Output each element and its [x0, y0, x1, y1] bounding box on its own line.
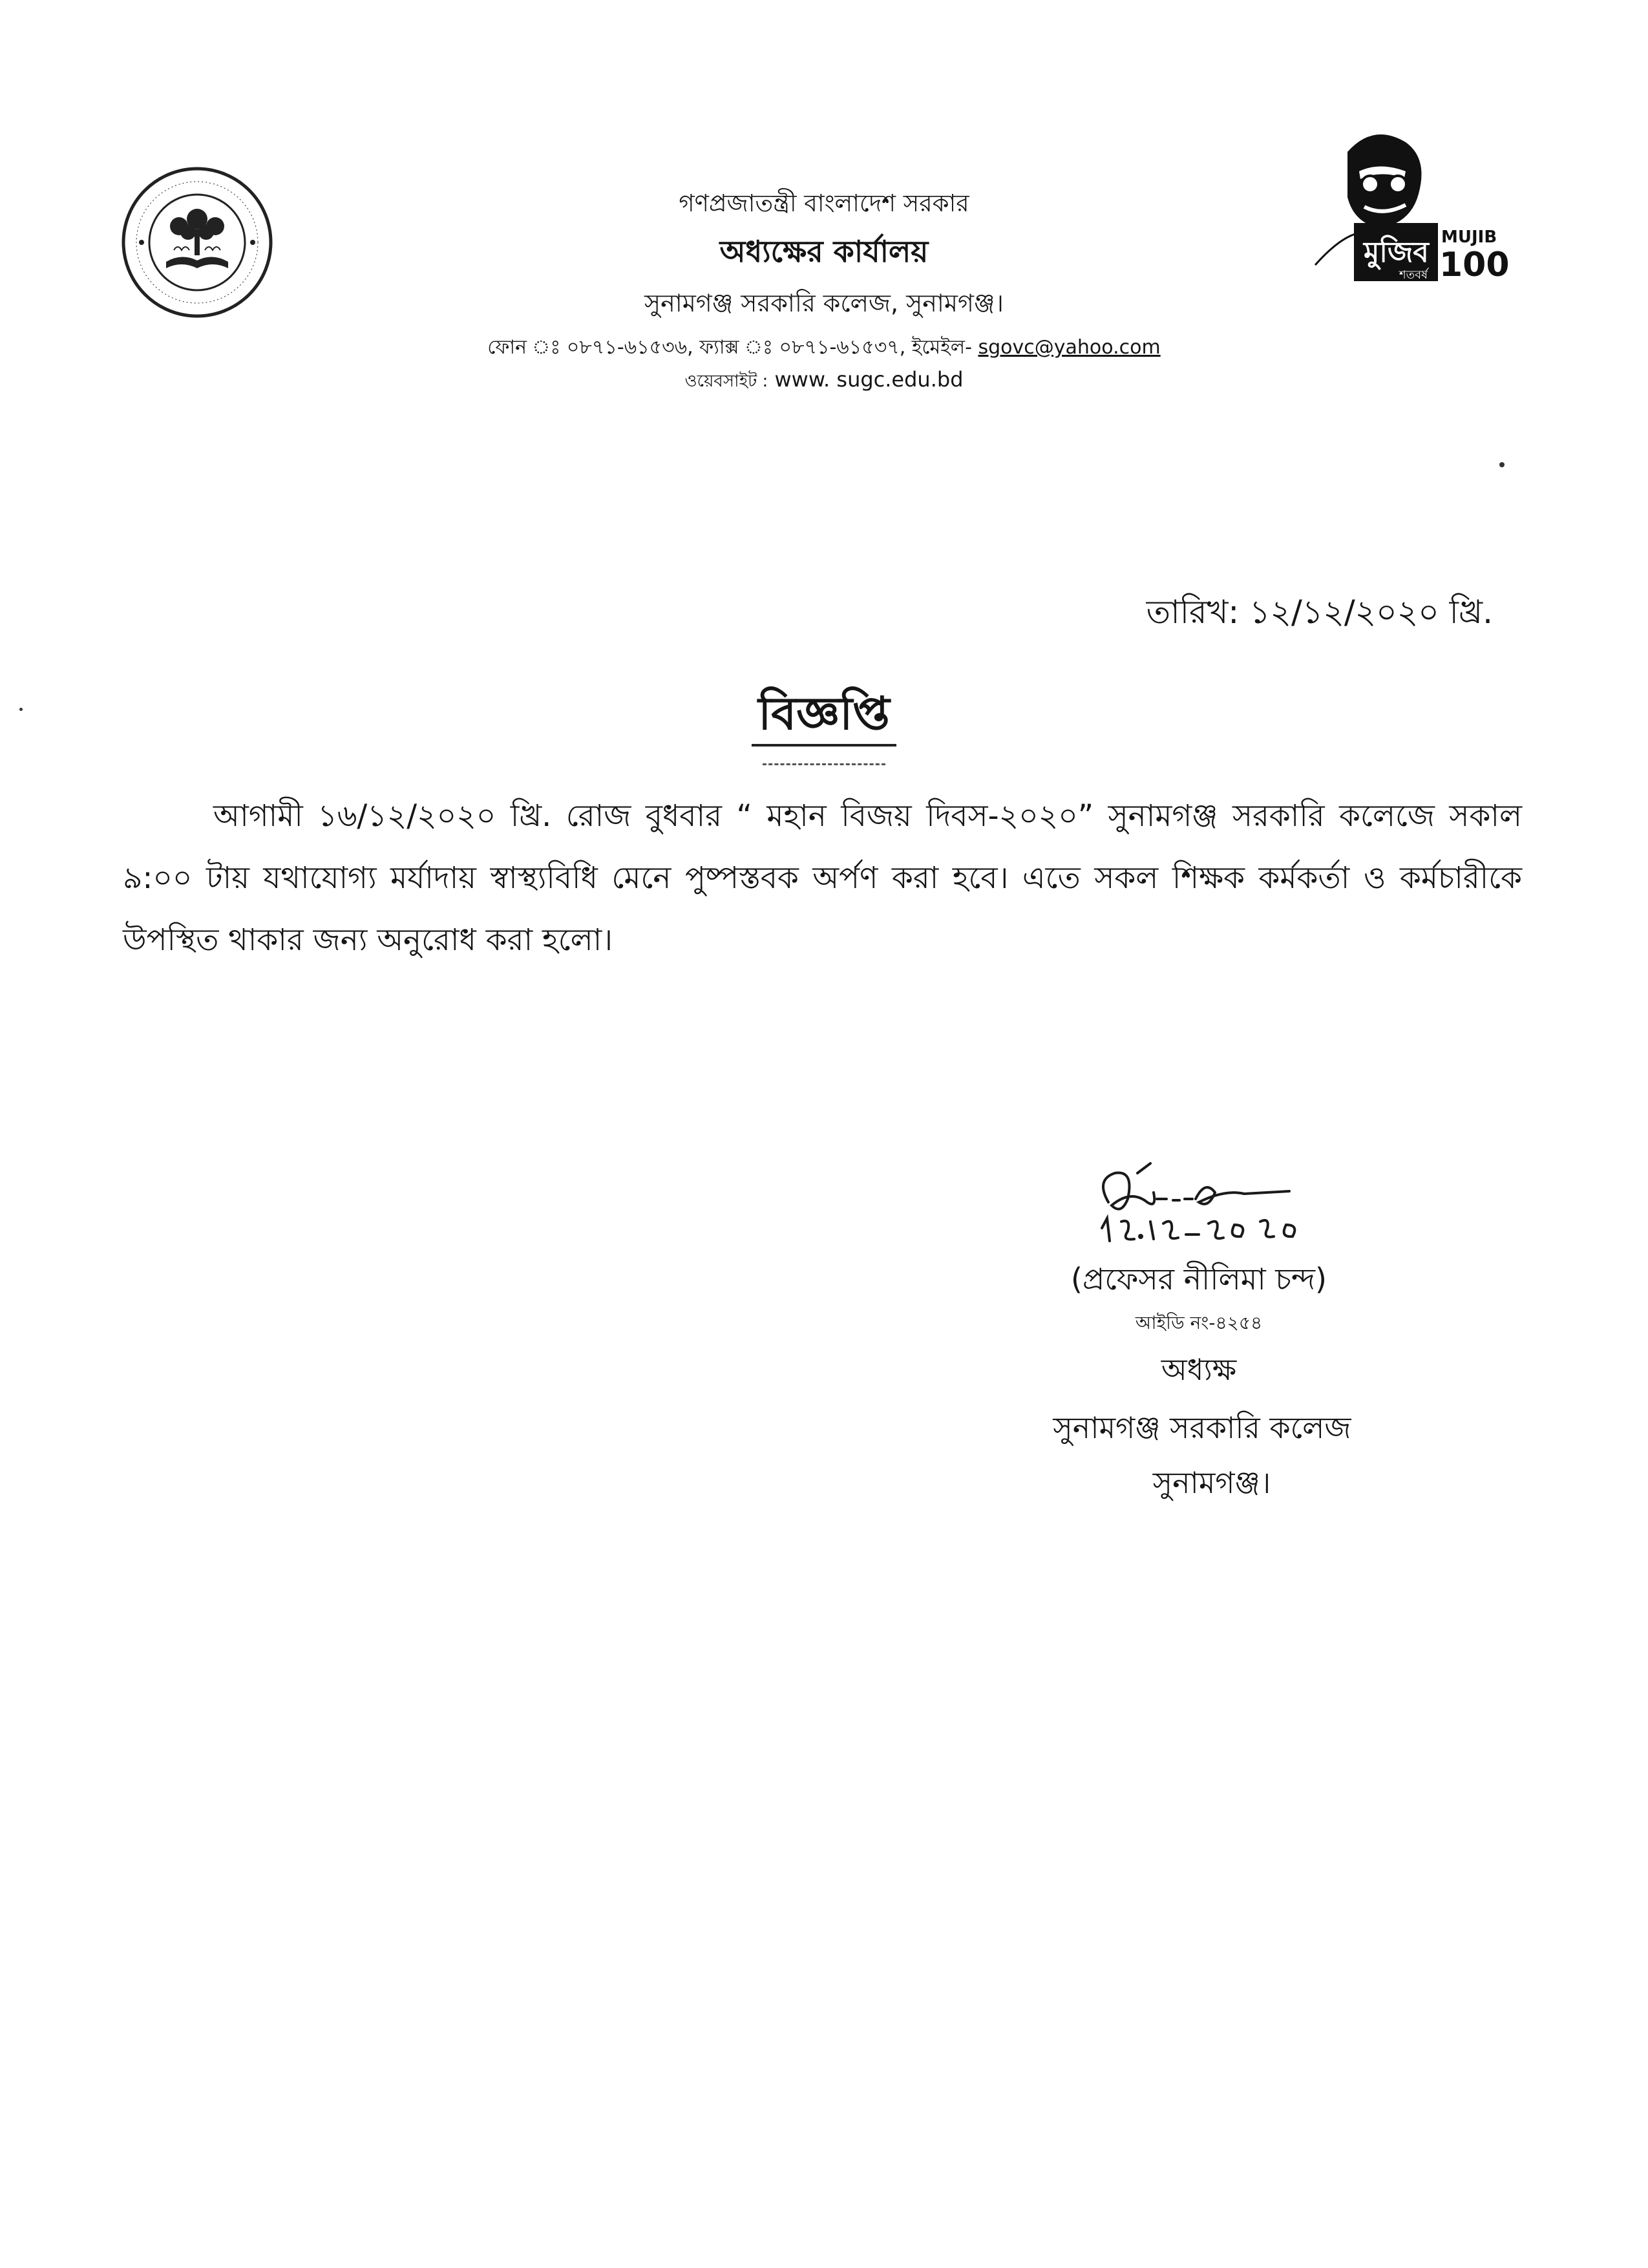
signatory-id: আইডি নং-৪২৫৪ — [1135, 1312, 1263, 1333]
website-link[interactable]: www. sugc.edu.bd — [774, 367, 964, 392]
notice-title-text: বিজ্ঞপ্তি — [752, 687, 896, 747]
scan-speck — [19, 708, 23, 711]
svg-text:MUJIB: MUJIB — [1441, 228, 1497, 247]
website-line — [0, 367, 1648, 396]
signatory-place: সুনামগঞ্জ। — [1152, 1465, 1271, 1500]
notice-date: তারিখ: ১২/১২/২০২০ খ্রি. — [1146, 593, 1493, 631]
college-address: সুনামগঞ্জ সরকারি কলেজ, সুনামগঞ্জ। — [644, 289, 1004, 317]
notice-title — [0, 679, 1648, 765]
scan-speck — [1499, 462, 1505, 467]
signatory-designation: অধ্যক্ষ — [1161, 1352, 1237, 1387]
notice-body: আগামী ১৬/১২/২০২০ খ্রি. রোজ বুধবার “ মহান বিজয় দিবস-২০২০” সুনামগঞ্জ সরকারি কলেজে সকাল ৯:০০ টায় যথাযোগ্য মর্যাদায় স্বাস্থ্যবিধি মেনে পুষ্পস্তবক অর্পণ করা হবে। এতে সকল শিক্ষক কর্মকর্তা ও কর্মচারীকে উপস্থিত থাকার জন্য অনুরোধ করা হলো। — [123, 798, 1522, 958]
signatory-name: (প্রফেসর নীলিমা চন্দ) — [1071, 1262, 1327, 1297]
handwritten-signature — [1076, 1154, 1335, 1267]
svg-text:শতবর্ষ: শতবর্ষ — [1399, 268, 1428, 282]
title-underline-divider — [763, 763, 885, 765]
contact-line — [0, 332, 1648, 365]
svg-text:100: 100 — [1439, 246, 1510, 284]
website-label: ওয়েবসাইট : — [684, 372, 768, 391]
contact-phone-fax: ফোন ঃ ০৮৭১-৬১৫৩৬, ফ্যাক্স ঃ ০৮৭১-৬১৫৩৭, ইমেইল- — [487, 336, 972, 359]
office-title: অধ্যক্ষের কার্যালয় — [719, 234, 929, 269]
email-link[interactable]: sgovc@yahoo.com — [978, 336, 1161, 359]
svg-text:মুজিব: মুজিব — [1364, 236, 1429, 269]
government-name: গণপ্রজাতন্ত্রী বাংলাদেশ সরকার — [679, 189, 969, 217]
signatory-college: সুনামগঞ্জ সরকারি কলেজ — [1053, 1410, 1351, 1445]
